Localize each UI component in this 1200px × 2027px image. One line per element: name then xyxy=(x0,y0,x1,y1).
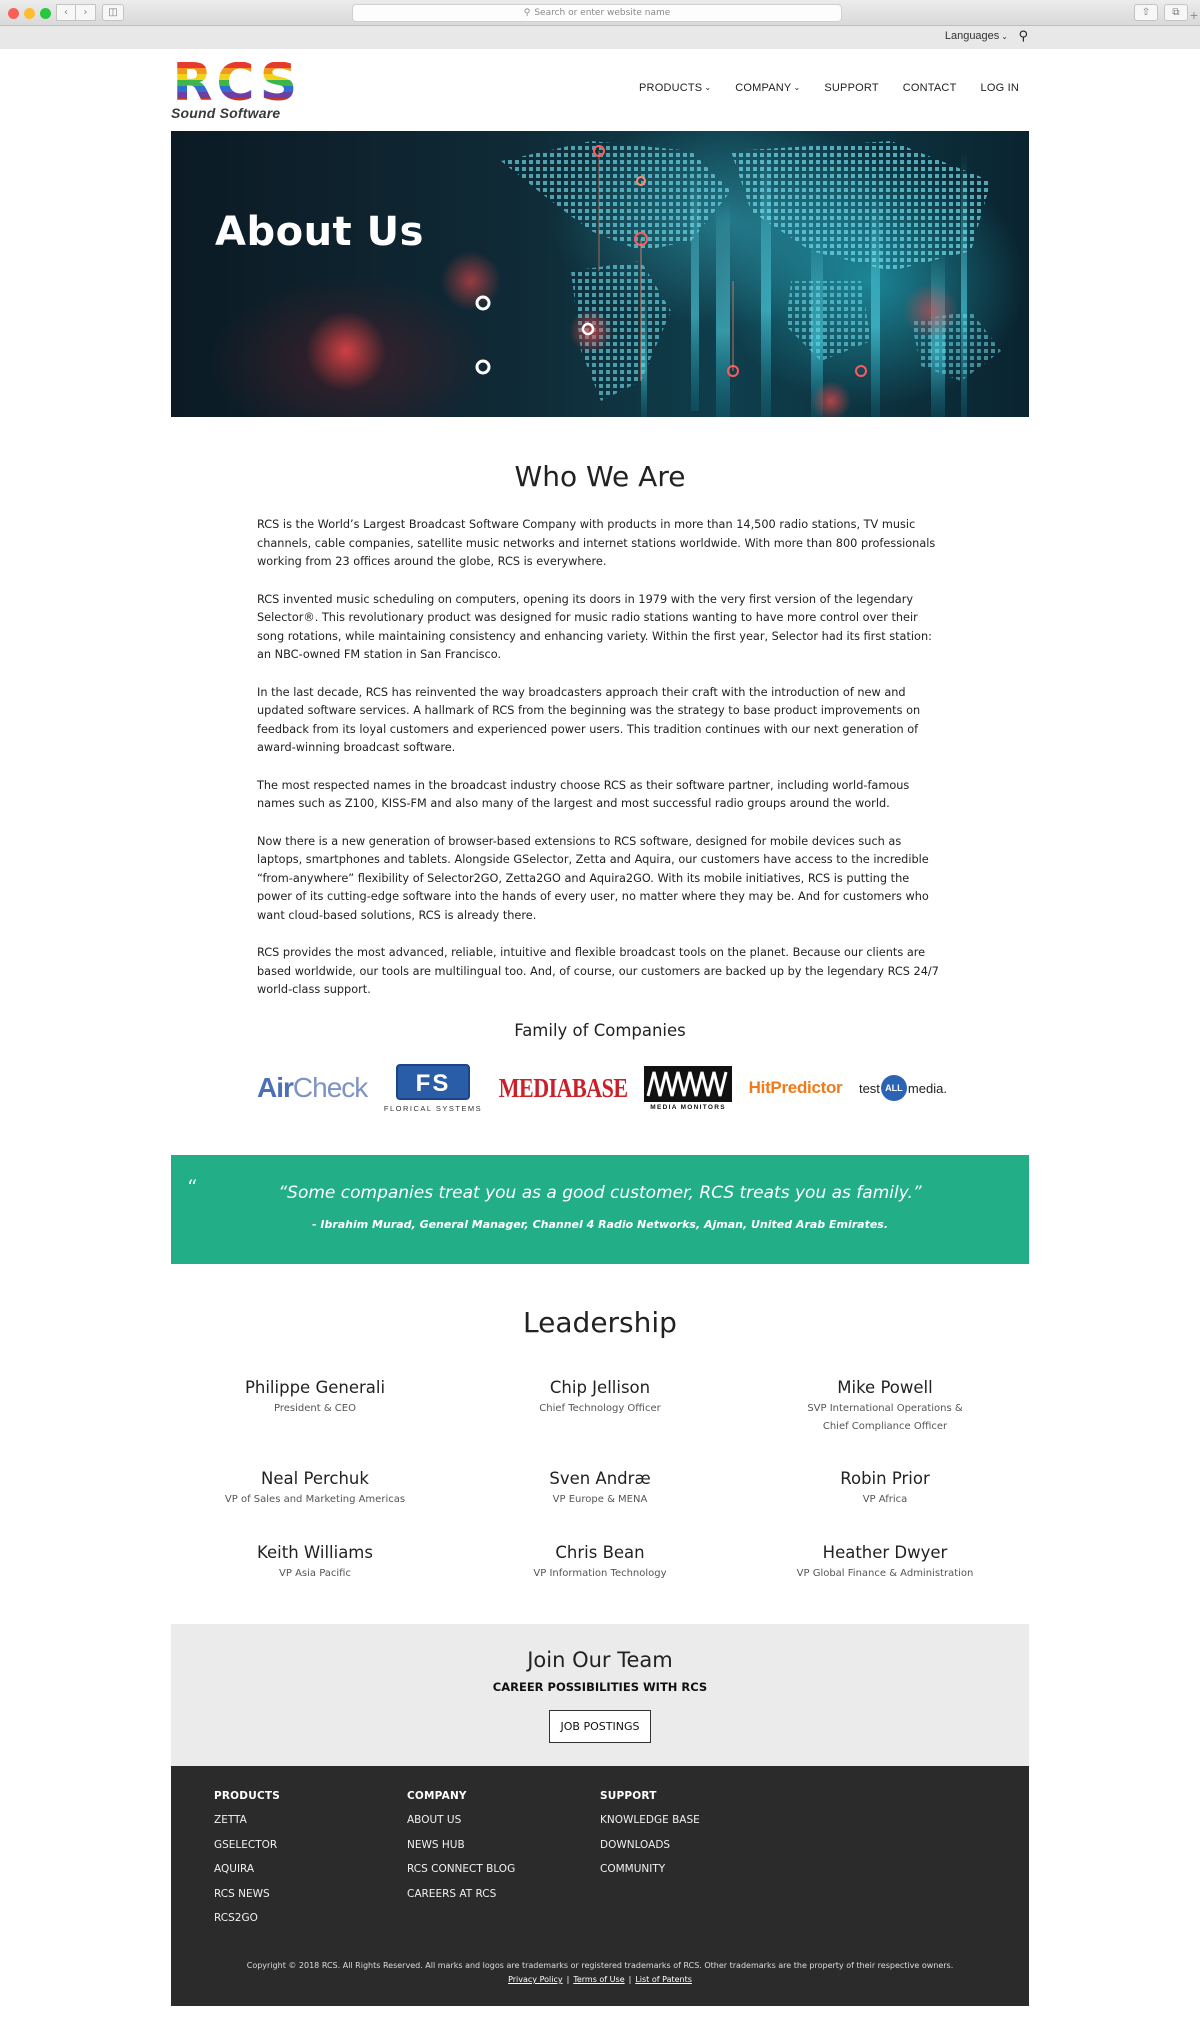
leader-role: Chief Technology Officer xyxy=(539,1403,661,1414)
footer-link-aquira[interactable]: AQUIRA xyxy=(214,1863,255,1875)
footer-link-community[interactable]: COMMUNITY xyxy=(600,1863,666,1875)
footer-link-rcs-news[interactable]: RCS NEWS xyxy=(214,1887,270,1900)
languages-dropdown[interactable] xyxy=(945,30,1008,42)
footer-link-about-us[interactable]: ABOUT US xyxy=(407,1814,462,1826)
footer-heading: SUPPORT xyxy=(600,1790,657,1802)
footer-link-gselector[interactable]: GSELECTOR xyxy=(214,1838,278,1851)
nav-products-label: PRODUCTS xyxy=(639,82,703,94)
leader-role: VP Global Finance & Administration xyxy=(796,1568,974,1579)
tabs-overview-icon[interactable]: ⧉ xyxy=(1164,4,1188,21)
leader-name: Chris Bean xyxy=(555,1543,645,1562)
footer-heading: PRODUCTS xyxy=(214,1790,280,1802)
about-paragraph: RCS provides the most advanced, reliable, intuitive and flexible broadcast tools on the planet. Because our clients are based worldwide, our tools are multilingual too. And, of course, our customers are backed up by the legendary RCS 24/7 world-class support. xyxy=(257,946,939,996)
leader-role: Chief Compliance Officer xyxy=(822,1421,948,1432)
hero-banner xyxy=(171,131,1029,417)
share-icon[interactable]: ⇧ xyxy=(1134,4,1158,21)
nav-company[interactable] xyxy=(735,82,800,94)
leader-card xyxy=(460,1377,740,1417)
hitpredictor-logo[interactable]: HitPredictor xyxy=(748,1078,843,1097)
new-tab-icon[interactable]: + xyxy=(1189,9,1199,22)
site-footer xyxy=(171,1766,1029,2006)
chevron-down-icon: ⌄ xyxy=(704,83,712,92)
leader-name: Neal Perchuk xyxy=(261,1469,369,1488)
languages-label: Languages xyxy=(944,30,1000,42)
leader-name: Sven Andræ xyxy=(549,1469,651,1488)
leader-name: Mike Powell xyxy=(837,1378,933,1397)
leader-name: Chip Jellison xyxy=(549,1378,651,1397)
logo-letter: S xyxy=(257,62,300,104)
company-logos xyxy=(257,1062,947,1114)
leader-card xyxy=(175,1377,455,1417)
leader-name: Philippe Generali xyxy=(244,1378,386,1397)
back-icon[interactable]: ‹ xyxy=(56,4,76,21)
logo-letter: C xyxy=(214,62,257,104)
leader-card xyxy=(745,1542,1025,1582)
nav-login[interactable]: LOG IN xyxy=(980,82,1019,94)
job-postings-button[interactable]: JOB POSTINGS xyxy=(549,1710,651,1743)
leader-card xyxy=(745,1468,1025,1508)
testimonial-author: - Ibrahim Murad, General Manager, Channel 4 Radio Networks, Ajman, United Arab Emirates. xyxy=(311,1218,889,1231)
footer-column-support xyxy=(600,1790,700,1887)
media-monitors-logo[interactable] xyxy=(644,1062,732,1114)
chevron-down-icon: ⌄ xyxy=(793,83,801,92)
footer-link-knowledge-base[interactable]: KNOWLEDGE BASE xyxy=(600,1814,700,1826)
about-body xyxy=(257,516,945,1019)
footer-heading: COMPANY xyxy=(407,1790,467,1802)
waveform-icon xyxy=(644,1066,732,1102)
list-of-patents-link[interactable]: List of Patents xyxy=(635,1975,692,1984)
nav-support[interactable]: SUPPORT xyxy=(824,82,879,94)
sidebar-toggle-icon[interactable]: ◫ xyxy=(102,4,124,21)
testimonial-banner xyxy=(171,1155,1029,1264)
leadership-heading: Leadership xyxy=(523,1306,677,1339)
join-heading: Join Our Team xyxy=(527,1648,673,1672)
leader-card xyxy=(460,1542,740,1582)
aircheck-logo-text: Air xyxy=(257,1072,293,1103)
logo-letter: R xyxy=(172,62,213,104)
rcs-logo[interactable] xyxy=(171,62,301,124)
testallmedia-logo-text: test xyxy=(858,1080,880,1096)
who-we-are-heading: Who We Are xyxy=(514,460,686,493)
close-window-button[interactable] xyxy=(8,8,19,19)
footer-link-news-hub[interactable]: NEWS HUB xyxy=(407,1838,465,1851)
footer-link-zetta[interactable]: ZETTA xyxy=(214,1814,247,1826)
leader-role: VP of Sales and Marketing Americas xyxy=(224,1494,406,1505)
about-paragraph: RCS is the World’s Largest Broadcast Software Company with products in more than 14,500 radio stations, TV music channels, cable companies, satellite music networks and internet stations worldwide. With more than 800 professionals working from 23 offices around the globe, RCS is everywhere. xyxy=(257,518,936,568)
legal-separator: | xyxy=(628,1975,632,1984)
browser-toolbar xyxy=(0,0,1200,26)
leader-role: VP Information Technology xyxy=(533,1568,667,1579)
footer-link-rcs2go[interactable]: RCS2GO xyxy=(214,1912,258,1924)
florical-logo-text: FLORICAL SYSTEMS xyxy=(383,1103,483,1113)
logo-subtitle: Sound Software xyxy=(171,105,281,121)
testallmedia-ball: ALL xyxy=(881,1075,907,1101)
testallmedia-logo[interactable] xyxy=(859,1062,947,1114)
leader-role: SVP International Operations & xyxy=(807,1403,963,1414)
main-nav xyxy=(615,82,1019,94)
nav-products[interactable] xyxy=(639,82,711,94)
aircheck-logo[interactable] xyxy=(257,1062,367,1114)
search-icon: ⚲ xyxy=(523,8,531,18)
leader-name: Keith Williams xyxy=(257,1543,373,1562)
nav-contact[interactable]: CONTACT xyxy=(902,82,957,94)
leader-name: Heather Dwyer xyxy=(822,1543,948,1562)
florical-logo[interactable] xyxy=(384,1062,482,1114)
leader-role: President & CEO xyxy=(274,1403,356,1414)
footer-column-products xyxy=(214,1790,280,1936)
legal-separator: | xyxy=(566,1975,570,1984)
world-map-graphic xyxy=(171,131,1029,417)
footer-column-company xyxy=(407,1790,515,1911)
leader-card xyxy=(175,1542,455,1582)
join-subtitle: CAREER POSSIBILITIES WITH RCS xyxy=(492,1680,708,1694)
footer-link-downloads[interactable]: DOWNLOADS xyxy=(600,1838,671,1851)
leader-card xyxy=(460,1468,740,1508)
florical-mark: FS xyxy=(396,1064,470,1100)
forward-icon[interactable]: › xyxy=(76,4,96,21)
about-paragraph: In the last decade, RCS has reinvented the way broadcasters approach their craft with the introduction of new and updated software services. A hallmark of RCS from the beginning was the strategy to base product improvements on feedback from its loyal customers and experienced power users. This tradition continues with our next generation of award-winning broadcast software. xyxy=(257,685,921,754)
chevron-down-icon: ⌄ xyxy=(1001,32,1008,41)
copyright-text: Copyright © 2018 RCS. All Rights Reserved. All marks and logos are trademarks or registered trademarks of RCS. Other trademarks are the property of their respective owners. xyxy=(246,1961,954,1970)
testimonial-text: “Some companies treat you as a good customer, RCS treats you as family.” xyxy=(278,1183,922,1203)
legal-links xyxy=(171,1975,1029,1984)
zoom-window-button[interactable] xyxy=(40,8,51,19)
footer-link-careers[interactable]: CAREERS AT RCS xyxy=(407,1887,497,1900)
leader-name: Robin Prior xyxy=(840,1469,930,1488)
leader-role: VP Asia Pacific xyxy=(279,1568,351,1579)
about-paragraph: Now there is a new generation of browser-based extensions to RCS software, designed for mobile devices such as laptops, smartphones and tablets. Alongside GSelector, Zetta and Aquira, our customers have access to the incredible “from-anywhere” flexibility of Selector2GO, Zetta2GO and Aquira2GO. With its mobile initiatives, RCS is putting the power of its cutting-edge software into the hands of every user, no matter where they may be. And for customers who want cloud-based solutions, RCS is already there. xyxy=(257,834,929,922)
minimize-window-button[interactable] xyxy=(24,8,35,19)
terms-of-use-link[interactable]: Terms of Use xyxy=(573,1975,625,1984)
search-icon[interactable]: ⚲ xyxy=(1018,29,1028,44)
page-title: About Us xyxy=(215,209,424,255)
leader-role: VP Africa xyxy=(862,1494,908,1505)
utility-bar xyxy=(0,26,1200,49)
leader-card xyxy=(175,1468,455,1508)
nav-company-label: COMPANY xyxy=(735,82,792,94)
quote-icon: “ xyxy=(187,1175,198,1199)
address-placeholder: Search or enter website name xyxy=(534,8,671,18)
join-team-section xyxy=(171,1624,1029,1766)
footer-link-connect-blog[interactable]: RCS CONNECT BLOG xyxy=(407,1863,516,1875)
family-heading: Family of Companies xyxy=(514,1021,686,1040)
aircheck-logo-text: Check xyxy=(292,1072,368,1103)
mediabase-logo[interactable]: MEDIABASE xyxy=(498,1071,628,1103)
about-paragraph: The most respected names in the broadcast industry choose RCS as their software partner, including world-famous names such as Z100, KISS-FM and also many of the largest and most successful radio groups around the world. xyxy=(257,778,910,810)
leader-card xyxy=(745,1377,1025,1435)
about-paragraph: RCS invented music scheduling on computers, opening its doors in 1979 with the very first version of the legendary Selector®. This revolutionary product was designed for music radio stations wanting to have more control over their song rotations, while maintaining consistency and enhancing variety. Within the first year, Selector had its first station: an NBC-owned FM station in San Francisco. xyxy=(257,592,932,661)
privacy-policy-link[interactable]: Privacy Policy xyxy=(508,1975,563,1984)
testallmedia-logo-text: media. xyxy=(907,1080,947,1096)
leader-role: VP Europe & MENA xyxy=(552,1494,648,1505)
media-monitors-logo-text: MEDIA MONITORS xyxy=(650,1103,726,1111)
address-bar[interactable] xyxy=(352,4,842,22)
